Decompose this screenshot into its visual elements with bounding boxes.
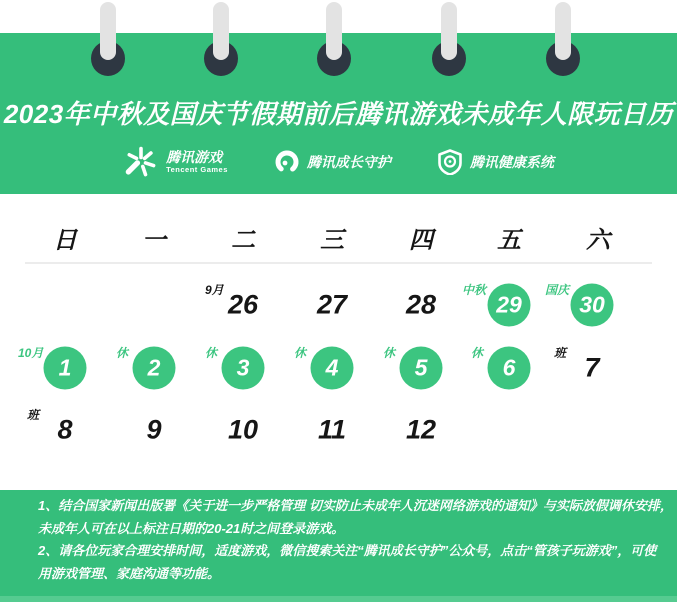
- note-line: 2、请各位玩家合理安排时间，适度游戏，微信搜索关注“腾讯成长守护”公众号，点击“管孩子玩游戏”，可使: [38, 543, 657, 558]
- day-number: 26: [227, 289, 259, 320]
- day-number: 12: [405, 414, 437, 445]
- day-number: 27: [316, 289, 348, 320]
- playable-day-circle: 29: [488, 284, 531, 327]
- holiday-name-label: 国庆: [545, 283, 570, 297]
- binder-post: [441, 2, 457, 60]
- ring-swirl-icon: [274, 149, 300, 175]
- rest-day-label: 休: [471, 346, 484, 360]
- calendar-day: [379, 276, 463, 334]
- logo-name: 腾讯成长守护: [306, 153, 391, 170]
- calendar-day-holiday: [201, 339, 285, 397]
- day-number: 7: [584, 352, 600, 383]
- day-number: 8: [57, 414, 73, 445]
- rest-day-label: 休: [205, 346, 218, 360]
- calendar-day-holiday: [467, 339, 551, 397]
- binder-post: [555, 2, 571, 60]
- brand-logos: [0, 144, 677, 180]
- weekday-label: 五: [497, 227, 521, 254]
- calendar-day: [290, 401, 374, 459]
- day-number: 10: [227, 414, 259, 445]
- calendar-day: [201, 401, 285, 459]
- calendar-day-holiday: [462, 276, 551, 334]
- binder-post: [326, 2, 342, 60]
- tencent-games-logo: [123, 144, 228, 180]
- calendar-day-holiday: [112, 339, 196, 397]
- footer-edge-strip: [0, 596, 677, 602]
- month-label: 10月: [18, 346, 44, 360]
- logo-subtitle: Tencent Games: [166, 165, 228, 174]
- work-day-label: 班: [554, 346, 567, 360]
- playable-day-circle: 6: [488, 347, 531, 390]
- shield-target-icon: [437, 149, 463, 175]
- binder-post: [213, 2, 229, 60]
- playable-day-circle: 3: [222, 347, 265, 390]
- calendar-day: [23, 401, 107, 459]
- weekday-label: 一: [142, 227, 166, 254]
- weekday-label: 二: [231, 227, 255, 254]
- calendar-day-holiday: [379, 339, 463, 397]
- logo-name: 腾讯游戏: [166, 149, 223, 165]
- calendar-day-holiday: [545, 276, 634, 334]
- rest-day-label: 休: [383, 346, 396, 360]
- calendar-day: [379, 401, 463, 459]
- weekday-label: 六: [586, 227, 610, 254]
- calendar-day-holiday: [18, 339, 107, 397]
- rest-day-label: 休: [116, 346, 129, 360]
- growth-guard-logo: [274, 149, 391, 175]
- calendar-day-holiday: [290, 339, 374, 397]
- divider-line: [25, 262, 652, 264]
- spark-star-icon: [123, 144, 159, 180]
- playable-day-circle: 4: [311, 347, 354, 390]
- rest-day-label: 休: [294, 346, 307, 360]
- poster-title: 2023年中秋及国庆节假期前后腾讯游戏未成年人限玩日历: [3, 99, 674, 129]
- weekday-label: 四: [409, 227, 433, 254]
- notes-text-block: [38, 495, 673, 585]
- day-number: 9: [146, 414, 162, 445]
- footer-notes: [0, 490, 677, 602]
- month-label: 9月: [205, 283, 224, 297]
- day-number: 28: [405, 289, 437, 320]
- holiday-name-label: 中秋: [462, 283, 487, 297]
- note-line: 用游戏管理、家庭沟通等功能。: [38, 565, 221, 581]
- playable-day-circle: 2: [133, 347, 176, 390]
- work-day-label: 班: [27, 408, 40, 422]
- binder-post: [100, 2, 116, 60]
- day-number: 11: [317, 414, 347, 445]
- weekday-label: 日: [53, 227, 77, 254]
- playable-day-circle: 30: [571, 284, 614, 327]
- playable-day-circle: 1: [44, 347, 87, 390]
- weekday-label: 三: [320, 227, 344, 254]
- health-system-logo: [437, 149, 554, 175]
- calendar-day: [550, 339, 634, 397]
- logo-name: 腾讯健康系统: [469, 153, 554, 170]
- note-line: 1、结合国家新闻出版署《关于进一步严格管理 切实防止未成年人沉迷网络游戏的通知》与实际放假调休安排，: [38, 498, 673, 513]
- playable-day-circle: 5: [400, 347, 443, 390]
- calendar-day: [112, 401, 196, 459]
- calendar-day: [290, 276, 374, 334]
- calendar-day: [201, 276, 285, 334]
- note-line: 未成年人可在以上标注日期的20-21时之间登录游戏。: [38, 520, 345, 536]
